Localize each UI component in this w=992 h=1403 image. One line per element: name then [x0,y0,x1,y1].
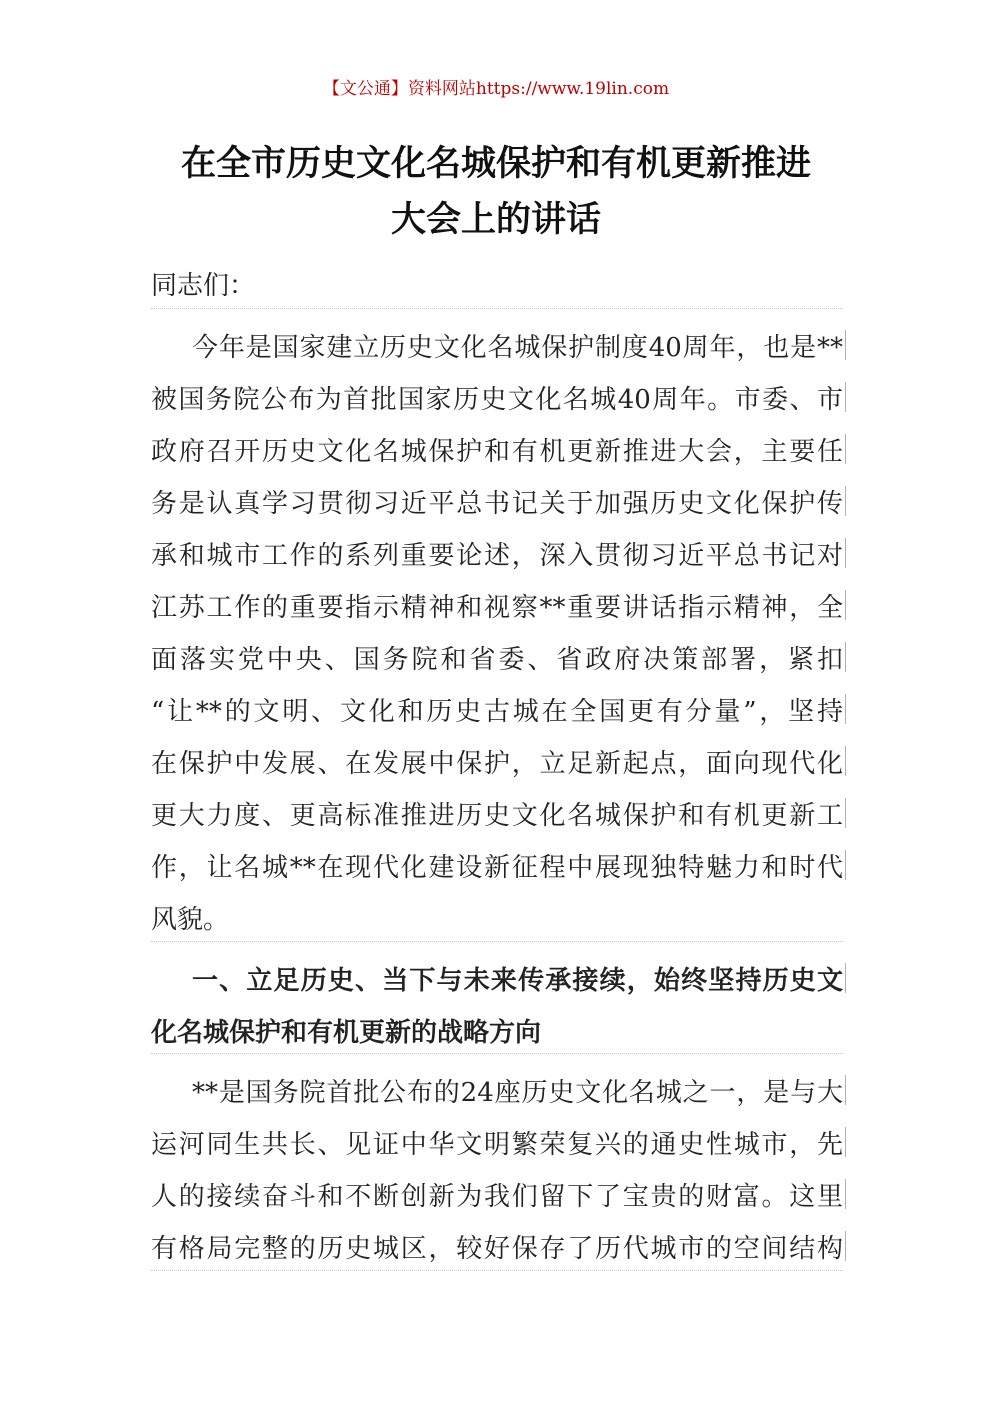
title-line-2: 大会上的讲话 [390,200,601,240]
margin-mark [845,694,846,724]
margin-mark [845,538,846,568]
paragraph-line: 江苏工作的重要指示精神和视察**重要讲话指示精神，全 [151,593,843,623]
divider [151,1270,843,1271]
margin-mark [845,1127,846,1157]
paragraph-line: 承和城市工作的系列重要论述，深入贯彻习近平总书记对 [151,541,843,571]
margin-mark [845,1075,846,1105]
paragraph-line: 人的接续奋斗和不断创新为我们留下了宝贵的财富。这里 [151,1182,843,1212]
section-heading-line: 化名城保护和有机更新的战略方向 [151,1018,542,1048]
paragraph-line: “让**的文明、文化和历史古城在全国更有分量”，坚持 [151,697,843,727]
paragraph-line: 务是认真学习贯彻习近平总书记关于加强历史文化保护传 [151,489,843,519]
divider [151,308,843,309]
margin-mark [845,798,846,828]
margin-mark [845,963,846,993]
paragraph-line: 作，让名城**在现代化建设新征程中展现独特魅力和时代 [151,853,843,883]
margin-mark [845,382,846,412]
salutation: 同志们： [151,271,256,301]
margin-mark [845,330,846,360]
divider [151,1053,843,1054]
margin-mark [845,850,846,880]
paragraph-line: 被国务院公布为首批国家历史文化名城40周年。市委、市 [151,385,843,415]
paragraph-line: 运河同生共长、见证中华文明繁荣复兴的通史性城市，先 [151,1130,843,1160]
margin-mark [845,434,846,464]
margin-mark [845,746,846,776]
paragraph-line: 有格局完整的历史城区，较好保存了历代城市的空间结构 [151,1234,843,1264]
margin-mark [845,1179,846,1209]
paragraph-line: 更大力度、更高标准推进历史文化名城保护和有机更新工 [151,801,843,831]
margin-mark [845,642,846,672]
paragraph-line: 面落实党中央、国务院和省委、省政府决策部署，紧扣 [151,645,843,675]
paragraph-line: 今年是国家建立历史文化名城保护制度40周年，也是** [192,333,843,363]
paragraph-line: 风貌。 [151,905,230,935]
margin-mark [845,486,846,516]
paragraph-line: 政府召开历史文化名城保护和有机更新推进大会，主要任 [151,437,843,467]
header-site-link[interactable]: 【文公通】资料网站https://www.19lin.com [322,79,670,99]
paragraph-line: 在保护中发展、在发展中保护，立足新起点，面向现代化 [151,749,843,779]
section-heading-line: 一、立足历史、当下与未来传承接续，始终坚持历史文 [192,966,843,996]
page-title [150,136,842,248]
divider [151,941,843,942]
title-line-1: 在全市历史文化名城保护和有机更新推进 [180,144,811,184]
margin-mark [845,590,846,620]
margin-mark [845,1231,846,1261]
paragraph-line: **是国务院首批公布的24座历史文化名城之一，是与大 [192,1078,843,1108]
